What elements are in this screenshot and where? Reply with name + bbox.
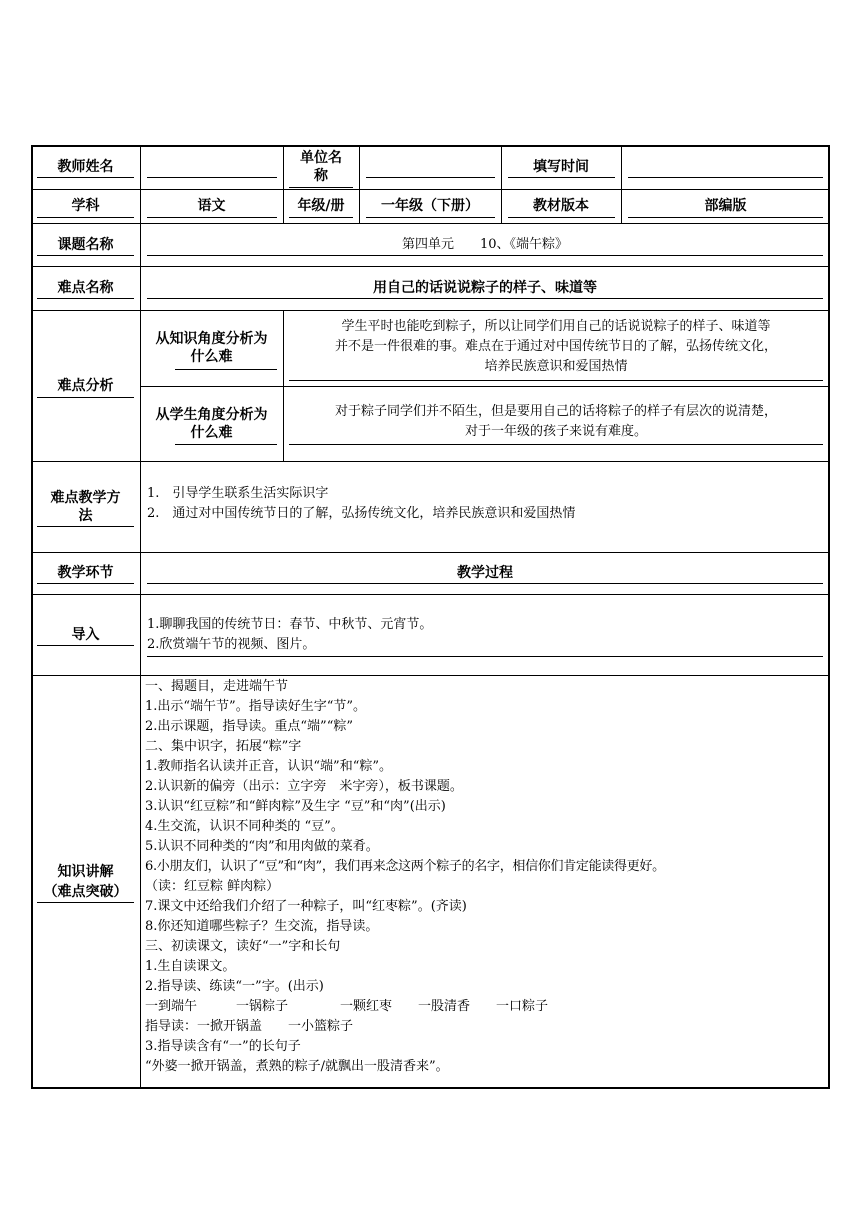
underline <box>508 217 615 218</box>
underline <box>37 298 134 299</box>
underline <box>289 380 823 381</box>
list-item: 5.认识不同种类的“肉”和用肉做的菜肴。 <box>145 839 379 854</box>
difficulty-name-label: 难点名称 <box>57 280 114 296</box>
teaching-process-label: 教学过程 <box>457 565 513 581</box>
lesson-title-value: 第四单元 10、《端午粽》 <box>401 236 569 252</box>
underline <box>289 187 353 188</box>
lesson-plan-table <box>31 145 830 1089</box>
edition-label: 教材版本 <box>533 198 589 214</box>
difficulty-name-value: 用自己的话说说粽子的样子、味道等 <box>373 280 597 296</box>
list-item: 2.欣赏端午节的视频、图片。 <box>147 637 316 652</box>
underline <box>37 255 134 256</box>
list-item: 1.聊聊我国的传统节日：春节、中秋节、元宵节。 <box>147 617 433 632</box>
underline <box>147 1087 823 1088</box>
underline <box>175 444 277 445</box>
intro-text <box>147 615 823 655</box>
underline <box>147 656 823 657</box>
grade-value: 一年级（下册） <box>381 198 479 214</box>
underline <box>147 217 277 218</box>
row-divider <box>31 461 830 462</box>
list-item: 2.认识新的偏旁（出示：立字旁 米字旁），板书课题。 <box>145 779 463 794</box>
list-item: 1.教师指名认读并正音，认识“端”和“粽”。 <box>145 759 392 774</box>
underline <box>147 298 823 299</box>
teaching-stage-label: 教学环节 <box>57 565 114 581</box>
underline <box>175 369 277 370</box>
underline <box>147 583 823 584</box>
underline <box>37 217 134 218</box>
underline <box>289 444 823 445</box>
teaching-method-list <box>147 484 823 524</box>
list-item: （读：红豆粽 鲜肉粽） <box>145 879 280 894</box>
knowledge-angle-text: 学生平时也能吃到粽子，所以让同学们用自己的话说说粽子的样子、味道等 并不是一件很难的事。难点在于通过对中国传统节日的了解，弘扬传统文化， 培养民族意识和爱国热情 <box>334 319 777 374</box>
lesson-title-label: 课题名称 <box>57 236 114 253</box>
row-divider <box>31 594 830 595</box>
list-item: 一到端午 一锅粽子 一颗红枣 一股清香 一口粽子 <box>145 999 549 1014</box>
knowledge-explanation-label: 知识讲解 （难点突破） <box>43 864 128 900</box>
list-item: 2. 通过对中国传统节日的了解，弘扬传统文化，培养民族意识和爱国热情 <box>147 506 576 521</box>
underline <box>147 255 823 256</box>
student-angle-text: 对于粽子同学们并不陌生，但是要用自己的话将粽子的样子有层次的说清楚， 对于一年级的孩子来说有难度。 <box>334 404 777 439</box>
underline <box>366 217 495 218</box>
list-item: 1.生自读课文。 <box>145 959 236 974</box>
underline <box>508 177 615 178</box>
teaching-method-label: 难点教学方 法 <box>50 489 121 524</box>
underline <box>37 583 134 584</box>
difficulty-analysis-label: 难点分析 <box>57 377 114 394</box>
teacher-name-field[interactable] <box>147 177 277 178</box>
unit-name-label: 单位名 称 <box>300 150 342 184</box>
student-angle-label: 从学生角度分析为 什么难 <box>155 406 268 441</box>
list-item: 8.你还知道哪些粽子？生交流，指导读。 <box>145 919 379 934</box>
underline <box>37 645 134 646</box>
list-item: 1. 引导学生联系生活实际识字 <box>147 486 329 501</box>
list-item: 3.指导读含有“一”的长句子 <box>145 1039 301 1054</box>
list-item: 二、集中识字，拓展“粽”字 <box>145 739 302 754</box>
list-item: 三、初读课文，读好“一”字和长句 <box>145 939 341 954</box>
fill-time-label: 填写时间 <box>533 159 589 175</box>
list-item: 7.课文中还给我们介绍了一种粽子，叫“红枣粽”。(齐读) <box>145 899 467 914</box>
underline <box>37 902 134 903</box>
list-item: “外婆一掀开锅盖，煮熟的粽子/就飘出一股清香来”。 <box>145 1059 449 1074</box>
underline <box>37 397 134 398</box>
fill-time-field[interactable] <box>628 177 823 178</box>
row-divider <box>31 675 830 676</box>
intro-label: 导入 <box>71 626 100 643</box>
list-item: 6.小朋友们，认识了“豆”和“肉”，我们再来念这两个粽子的名字，相信你们肯定能读得更好。 <box>145 859 665 874</box>
subject-label: 学科 <box>71 198 100 214</box>
edition-value: 部编版 <box>704 198 747 214</box>
list-item: 指导读：一掀开锅盖 一小篮粽子 <box>145 1019 354 1034</box>
teacher-name-label: 教师姓名 <box>57 159 114 175</box>
list-item: 1.出示“端午节”。指导读好生字“节”。 <box>145 699 366 714</box>
underline <box>37 177 134 178</box>
list-item: 2.出示课题，指导读。重点“端”“粽” <box>145 719 353 734</box>
list-item: 3.认识“红豆粽”和“鲜肉粽”及生字 “豆”和“肉”(出示) <box>145 799 446 814</box>
underline <box>289 217 353 218</box>
knowledge-explanation-text <box>145 677 827 1077</box>
grade-label: 年级/册 <box>297 198 345 214</box>
list-item: 2.指导读、练读“一”字。(出示) <box>145 979 324 994</box>
col-divider <box>283 310 284 461</box>
list-item: 4.生交流，认识不同种类的 “豆”。 <box>145 819 344 834</box>
underline <box>628 217 823 218</box>
unit-name-field[interactable] <box>366 177 495 178</box>
underline <box>37 526 134 527</box>
knowledge-angle-label: 从知识角度分析为 什么难 <box>155 331 268 365</box>
subject-value: 语文 <box>197 198 226 214</box>
list-item: 一、揭题目，走进端午节 <box>145 679 289 694</box>
